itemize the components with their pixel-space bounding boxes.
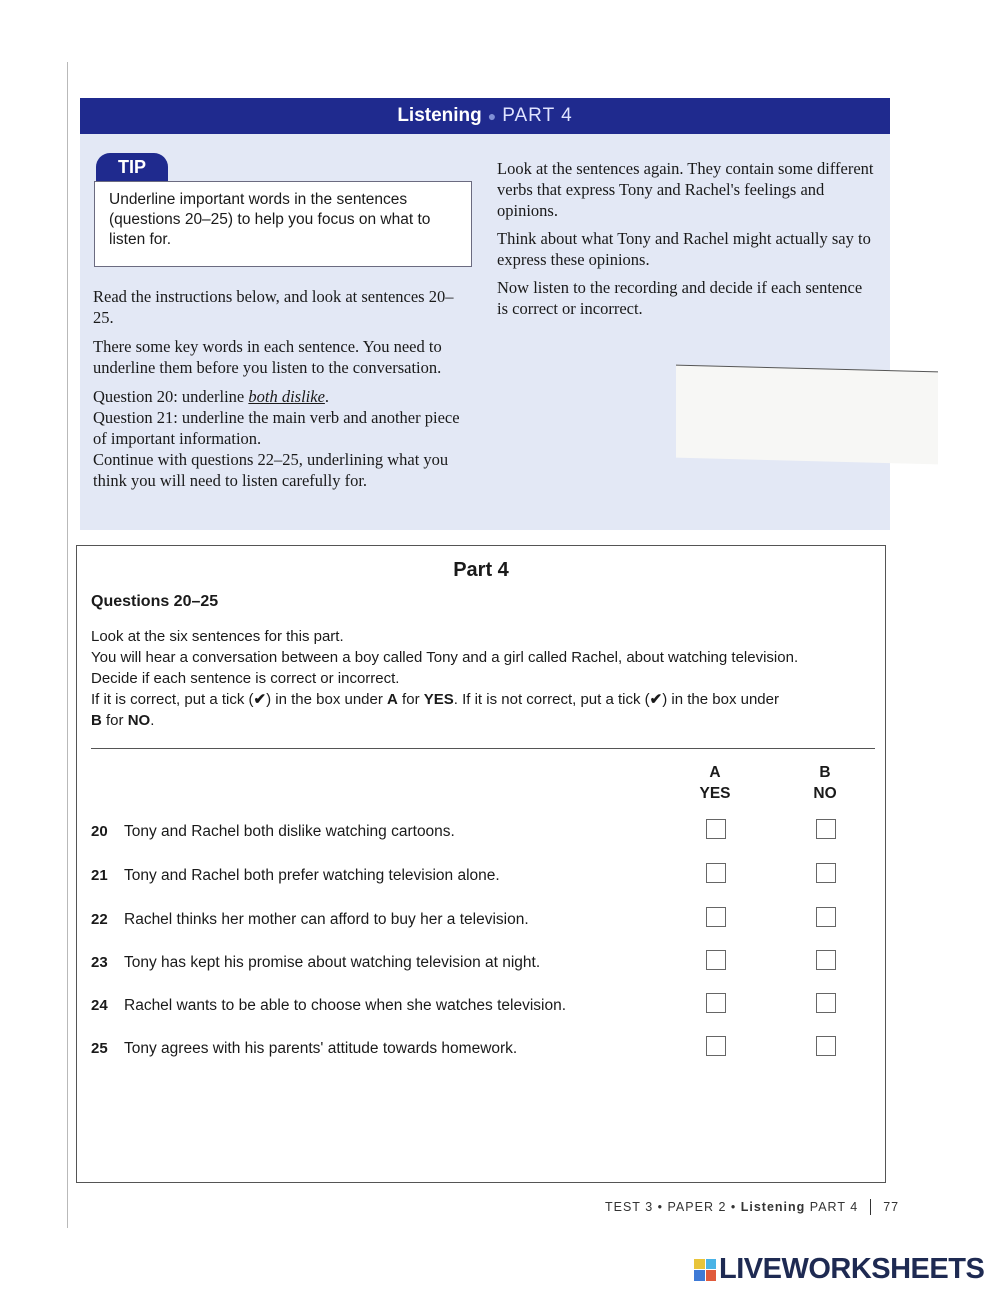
exam-box	[76, 545, 886, 1183]
footer-bullet: •	[657, 1200, 664, 1214]
instr-c: for	[397, 691, 424, 708]
instr-d: . If it is not correct, put a tick (	[453, 691, 650, 708]
guidance-p2: There some key words in each sentence. You need to underline them before you listen to the conversation.	[93, 337, 442, 377]
guidance-q20	[93, 386, 473, 407]
question-text: Tony agrees with his parents' attitude towards homework.	[124, 1040, 518, 1057]
question-row	[91, 911, 881, 937]
checkbox-yes[interactable]	[706, 819, 726, 839]
checkbox-yes[interactable]	[706, 993, 726, 1013]
checkbox-no[interactable]	[816, 863, 836, 883]
guidance-r3: Now listen to the recording and decide if each sentence is correct or incorrect.	[497, 278, 863, 318]
checkbox-no[interactable]	[816, 993, 836, 1013]
q20-prefix: Question 20: underline	[93, 387, 249, 406]
column-a-header	[685, 762, 745, 804]
instruction-line4	[91, 689, 877, 710]
page-number: 77	[883, 1200, 900, 1214]
question-text: Tony and Rachel both prefer watching television alone.	[124, 867, 500, 884]
question-number: 23	[91, 954, 108, 971]
instr-a: If it is correct, put a tick (	[91, 691, 254, 708]
instr-g: .	[150, 712, 155, 729]
footer-test: TEST 3	[605, 1200, 654, 1214]
question-text: Rachel thinks her mother can afford to buy her a television.	[124, 911, 529, 928]
footer-paper: PAPER 2	[667, 1200, 727, 1214]
question-row	[91, 1040, 881, 1066]
tip-box: Underline important words in the sentences (questions 20–25) to help you focus on what to listen for.	[94, 181, 472, 267]
section-title: Listening	[397, 105, 482, 126]
footer-part: PART 4	[809, 1200, 859, 1214]
question-row	[91, 997, 881, 1023]
question-row	[91, 867, 881, 893]
tick-icon: ✔	[253, 691, 267, 708]
instructions	[91, 626, 877, 731]
question-number: 22	[91, 911, 108, 928]
checkbox-yes[interactable]	[706, 950, 726, 970]
question-text: Tony has kept his promise about watching television at night.	[124, 954, 541, 971]
column-b-letter: B	[819, 764, 831, 781]
question-number: 24	[91, 997, 108, 1014]
column-a-letter: A	[709, 764, 721, 781]
guidance-q21: Question 21: underline the main verb and another piece of important information.	[93, 408, 460, 448]
footer-bullet: •	[730, 1200, 737, 1214]
checkbox-yes[interactable]	[706, 1036, 726, 1056]
question-text: Rachel wants to be able to choose when she watches television.	[124, 997, 567, 1014]
instr-letter-a: A	[387, 691, 398, 708]
checkbox-yes[interactable]	[706, 863, 726, 883]
brand-name: LIVEWORKSHEETS	[719, 1253, 985, 1285]
section-header	[80, 98, 890, 134]
column-b-label: NO	[813, 785, 837, 802]
q20-suffix: .	[324, 387, 330, 406]
footer-separator	[870, 1199, 871, 1215]
exam-title: Part 4	[453, 559, 509, 581]
column-a-label: YES	[699, 785, 731, 802]
instr-letter-b: B	[91, 712, 102, 729]
question-number: 20	[91, 823, 108, 840]
liveworksheets-logo-icon	[694, 1259, 716, 1281]
checkbox-yes[interactable]	[706, 907, 726, 927]
liveworksheets-brand	[694, 1253, 984, 1286]
checkbox-no[interactable]	[816, 907, 836, 927]
guidance-r2: Think about what Tony and Rachel might actually say to express these opinions.	[497, 229, 871, 269]
left-guidance	[93, 286, 473, 491]
section-part: PART 4	[502, 105, 573, 126]
instr-e: ) in the box under	[662, 691, 779, 708]
instr-no: NO	[127, 712, 151, 729]
instr-f: for	[101, 712, 128, 729]
instruction-line3: Decide if each sentence is correct or incorrect.	[91, 670, 400, 687]
question-text: Tony and Rachel both dislike watching cartoons.	[124, 823, 455, 840]
guidance-p1: Read the instructions below, and look at sentences 20–25.	[93, 287, 454, 327]
guidance-continue: Continue with questions 22–25, underlining what you think you will need to listen carefully for.	[93, 450, 449, 490]
tip-label: TIP	[96, 153, 168, 181]
torn-paper-scrap	[676, 365, 938, 465]
header-dot: ●	[487, 108, 497, 124]
instruction-line1: Look at the six sentences for this part.	[91, 628, 344, 645]
question-number: 25	[91, 1040, 108, 1057]
checkbox-no[interactable]	[816, 1036, 836, 1056]
questions-heading: Questions 20–25	[91, 593, 219, 610]
guidance-r1: Look at the sentences again. They contain some different verbs that express Tony and Rachel's feelings and opinions.	[497, 159, 874, 220]
instruction-line2: You will hear a conversation between a boy called Tony and a girl called Rachel, about watching television.	[91, 649, 799, 666]
question-row	[91, 823, 881, 849]
column-b-header	[795, 762, 855, 804]
right-guidance	[497, 158, 877, 326]
instruction-line5	[91, 710, 877, 731]
checkbox-no[interactable]	[816, 950, 836, 970]
instr-b: ) in the box under	[266, 691, 388, 708]
instr-yes: YES	[423, 691, 454, 708]
tick-icon: ✔	[649, 691, 663, 708]
page-footer	[605, 1199, 899, 1215]
checkbox-no[interactable]	[816, 819, 836, 839]
question-number: 21	[91, 867, 108, 884]
question-row	[91, 954, 881, 980]
q20-keywords: both dislike	[248, 387, 325, 406]
footer-listening: Listening	[740, 1200, 806, 1214]
margin-line	[67, 62, 68, 1228]
divider	[91, 748, 875, 749]
